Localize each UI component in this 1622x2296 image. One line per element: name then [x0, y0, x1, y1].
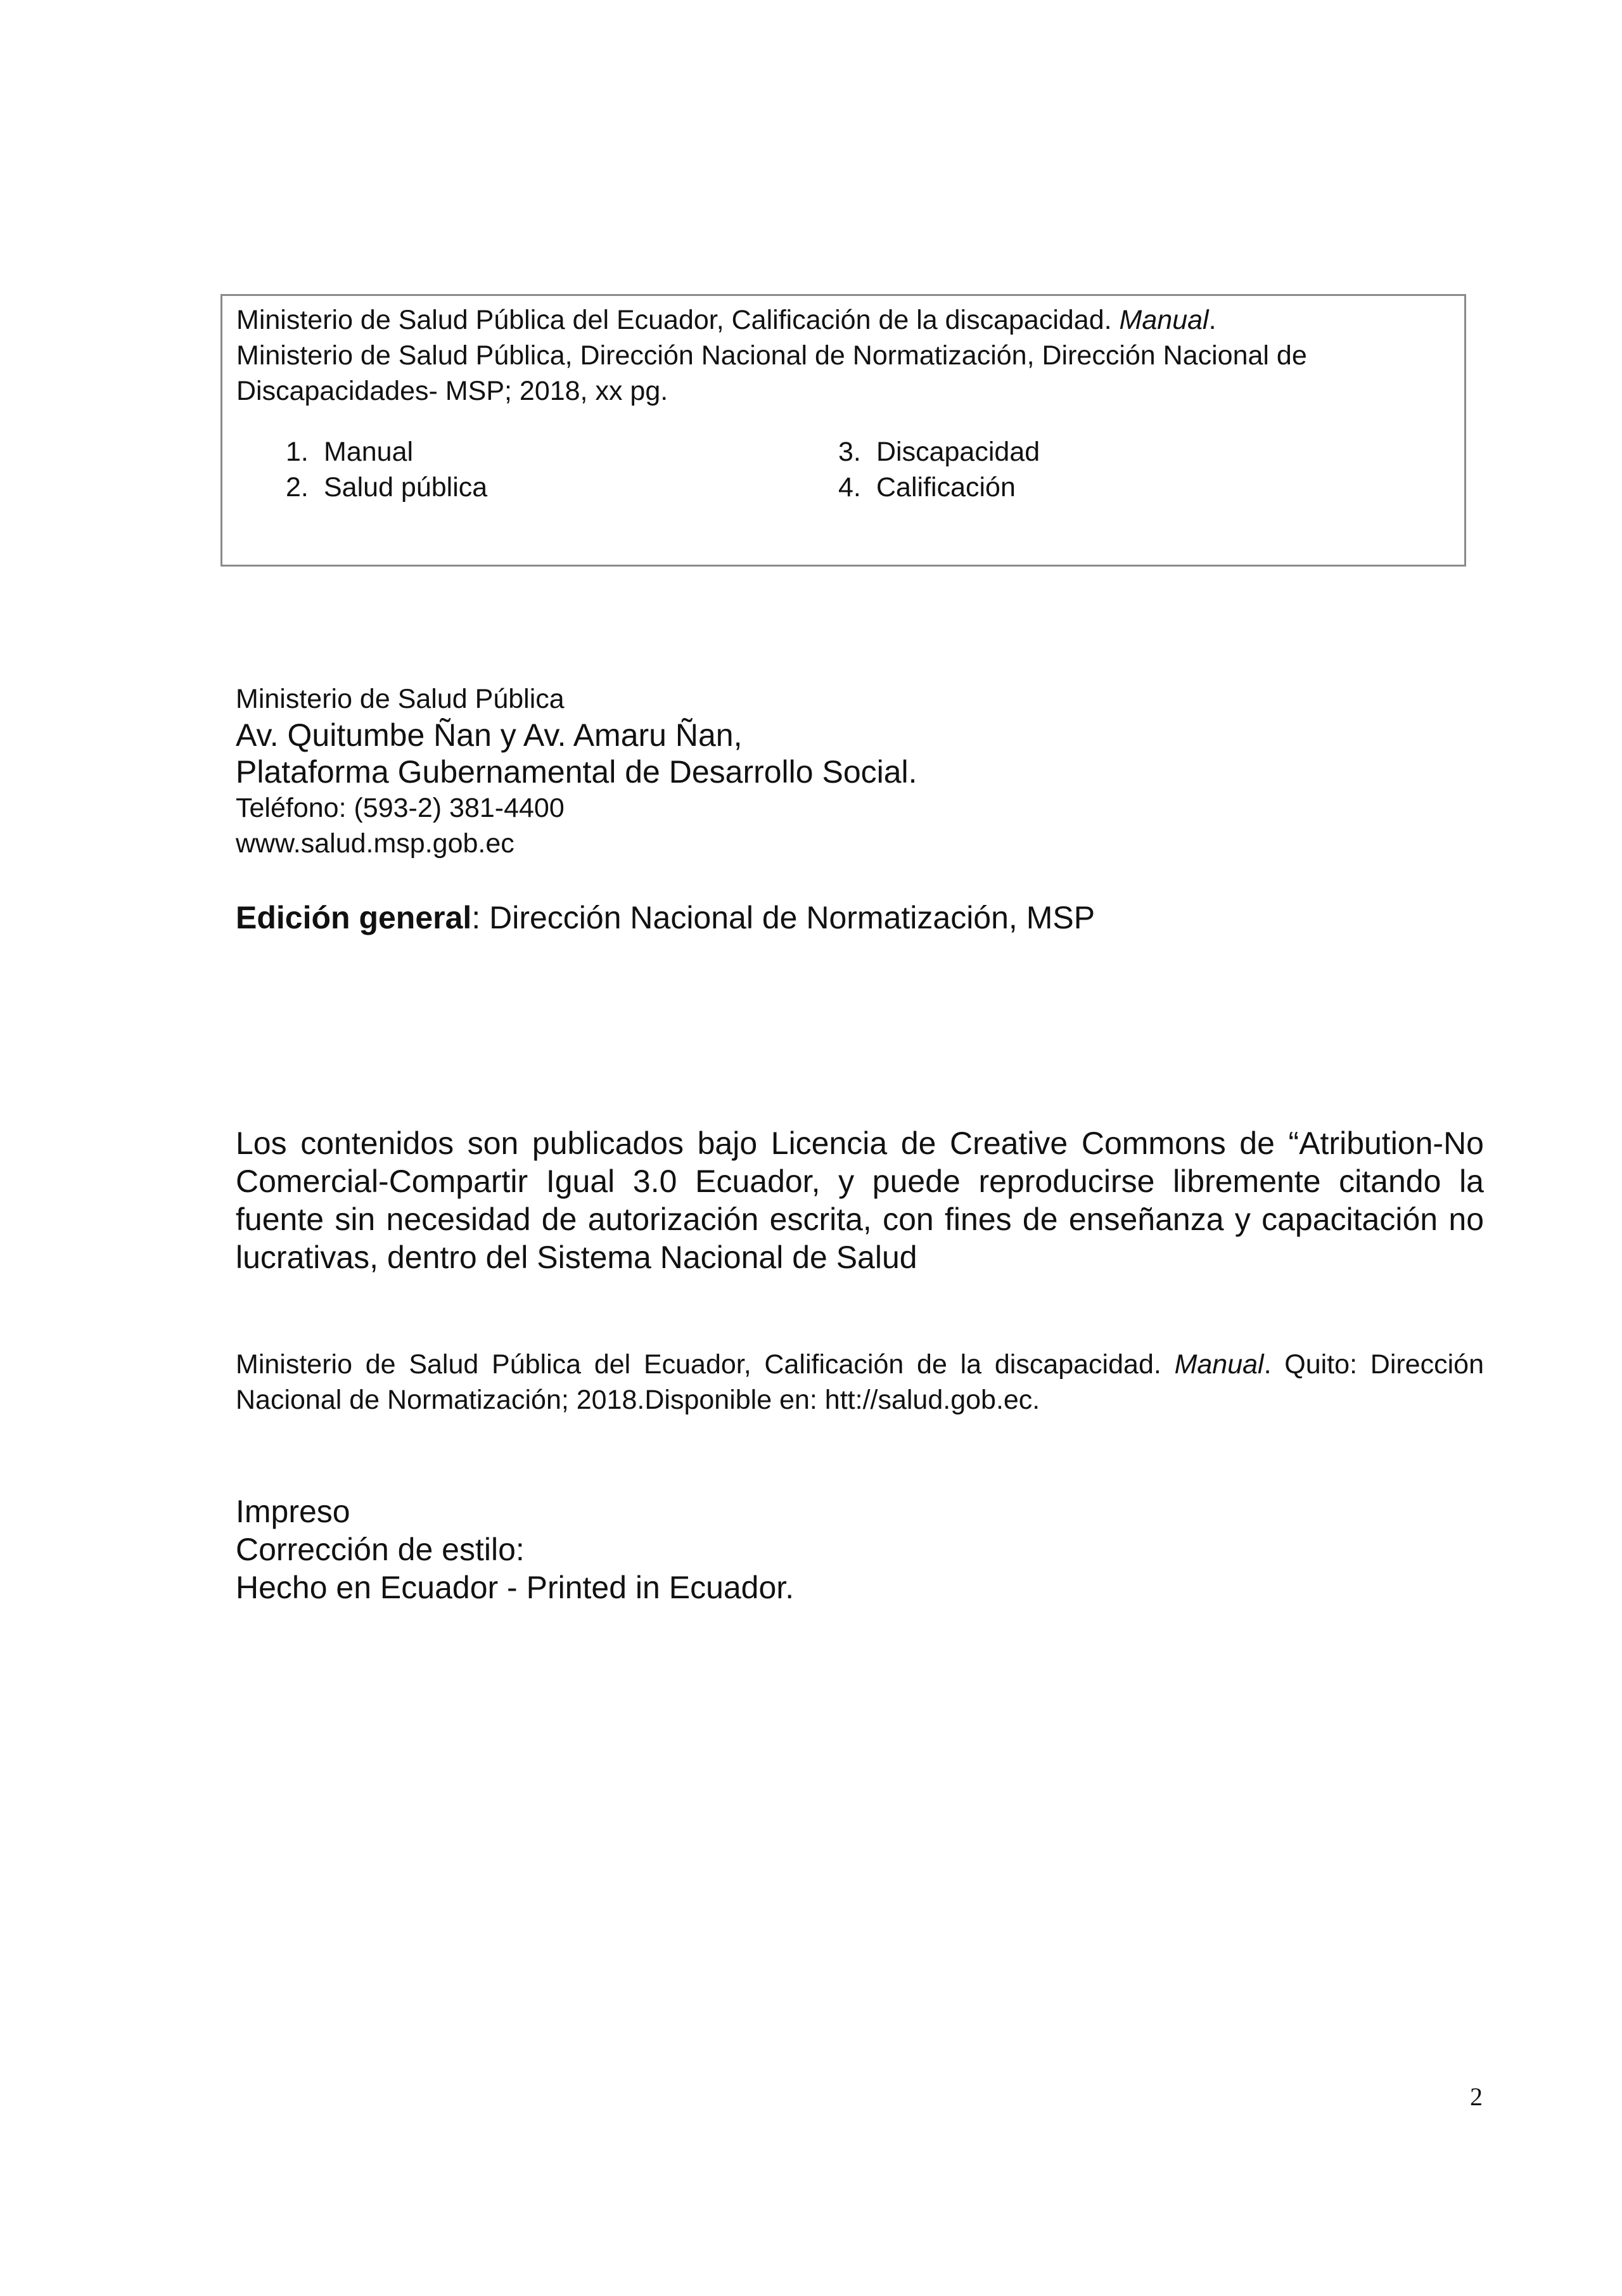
contact-address-line-1: Av. Quitumbe Ñan y Av. Amaru Ñan, [236, 717, 743, 753]
contact-phone: Teléfono: (593-2) 381-4400 [236, 793, 565, 823]
keyword-number: 1. [286, 437, 309, 467]
keyword-label: Salud pública [324, 472, 488, 503]
printed-line-3: Hecho en Ecuador - Printed in Ecuador. [236, 1570, 795, 1605]
edition-label: Edición general [236, 900, 472, 935]
keywords-column-left [286, 434, 487, 505]
contact-address-line-2: Plataforma Gubernamental de Desarrollo Social. [236, 754, 917, 790]
contact-block [236, 681, 917, 861]
catalog-line-1-end: . [1208, 305, 1216, 335]
license-paragraph [236, 1124, 1484, 1276]
keyword-label: Discapacidad [876, 437, 1040, 467]
license-text: Los contenidos son publicados bajo Licencia de Creative Commons de “Atribution-No Comercial-Compartir Igual 3.0 Ecuador, y puede reproducirse libremente citando la fuente sin necesidad de autorización escrita, con fines de enseñanza y capacitación no lucrativas, dentro del Sistema Nacional de Salud [236, 1126, 1484, 1275]
keyword-number: 4. [838, 472, 861, 503]
catalog-line-2: Ministerio de Salud Pública, Dirección Nacional de Normatización, Dirección Nacional de [236, 340, 1307, 371]
citation-part-1: Ministerio de Salud Pública del Ecuador, Calificación de la discapacidad. [236, 1349, 1175, 1380]
printed-line-2: Corrección de estilo: [236, 1532, 525, 1567]
keyword-number: 3. [838, 437, 861, 467]
catalog-line-1-text: Ministerio de Salud Pública del Ecuador, Calificación de la discapacidad. [236, 305, 1112, 335]
keyword-label: Calificación [876, 472, 1016, 503]
keyword-item [286, 434, 487, 470]
keyword-item [838, 434, 1040, 470]
catalog-line-3: Discapacidades- MSP; 2018, xx pg. [236, 376, 668, 406]
citation-text [236, 1347, 1484, 1418]
citation-paragraph [236, 1347, 1484, 1418]
printed-line-1: Impreso [236, 1494, 350, 1529]
keyword-item [286, 470, 487, 505]
printing-info [236, 1492, 794, 1607]
keyword-number: 2. [286, 472, 309, 503]
citation-part-2: . Quito: Dirección Nacional de Normatización; 2018.Disponible en: htt://salud.gob.ec. [236, 1349, 1484, 1415]
citation-italic: Manual [1174, 1349, 1264, 1380]
contact-website: www.salud.msp.gob.ec [236, 828, 514, 859]
catalog-record-box [220, 294, 1466, 567]
edition-line [236, 899, 1095, 937]
catalog-citation [236, 302, 1448, 409]
page-number: 2 [1470, 2082, 1483, 2111]
keywords-column-right [838, 434, 1040, 505]
edition-value: : Dirección Nacional de Normatización, MSP [471, 900, 1095, 935]
keyword-item [838, 470, 1040, 505]
keyword-label: Manual [324, 437, 414, 467]
catalog-line-1-italic: Manual [1119, 305, 1209, 335]
contact-organization: Ministerio de Salud Pública [236, 684, 565, 714]
catalog-line-1 [236, 302, 1448, 338]
